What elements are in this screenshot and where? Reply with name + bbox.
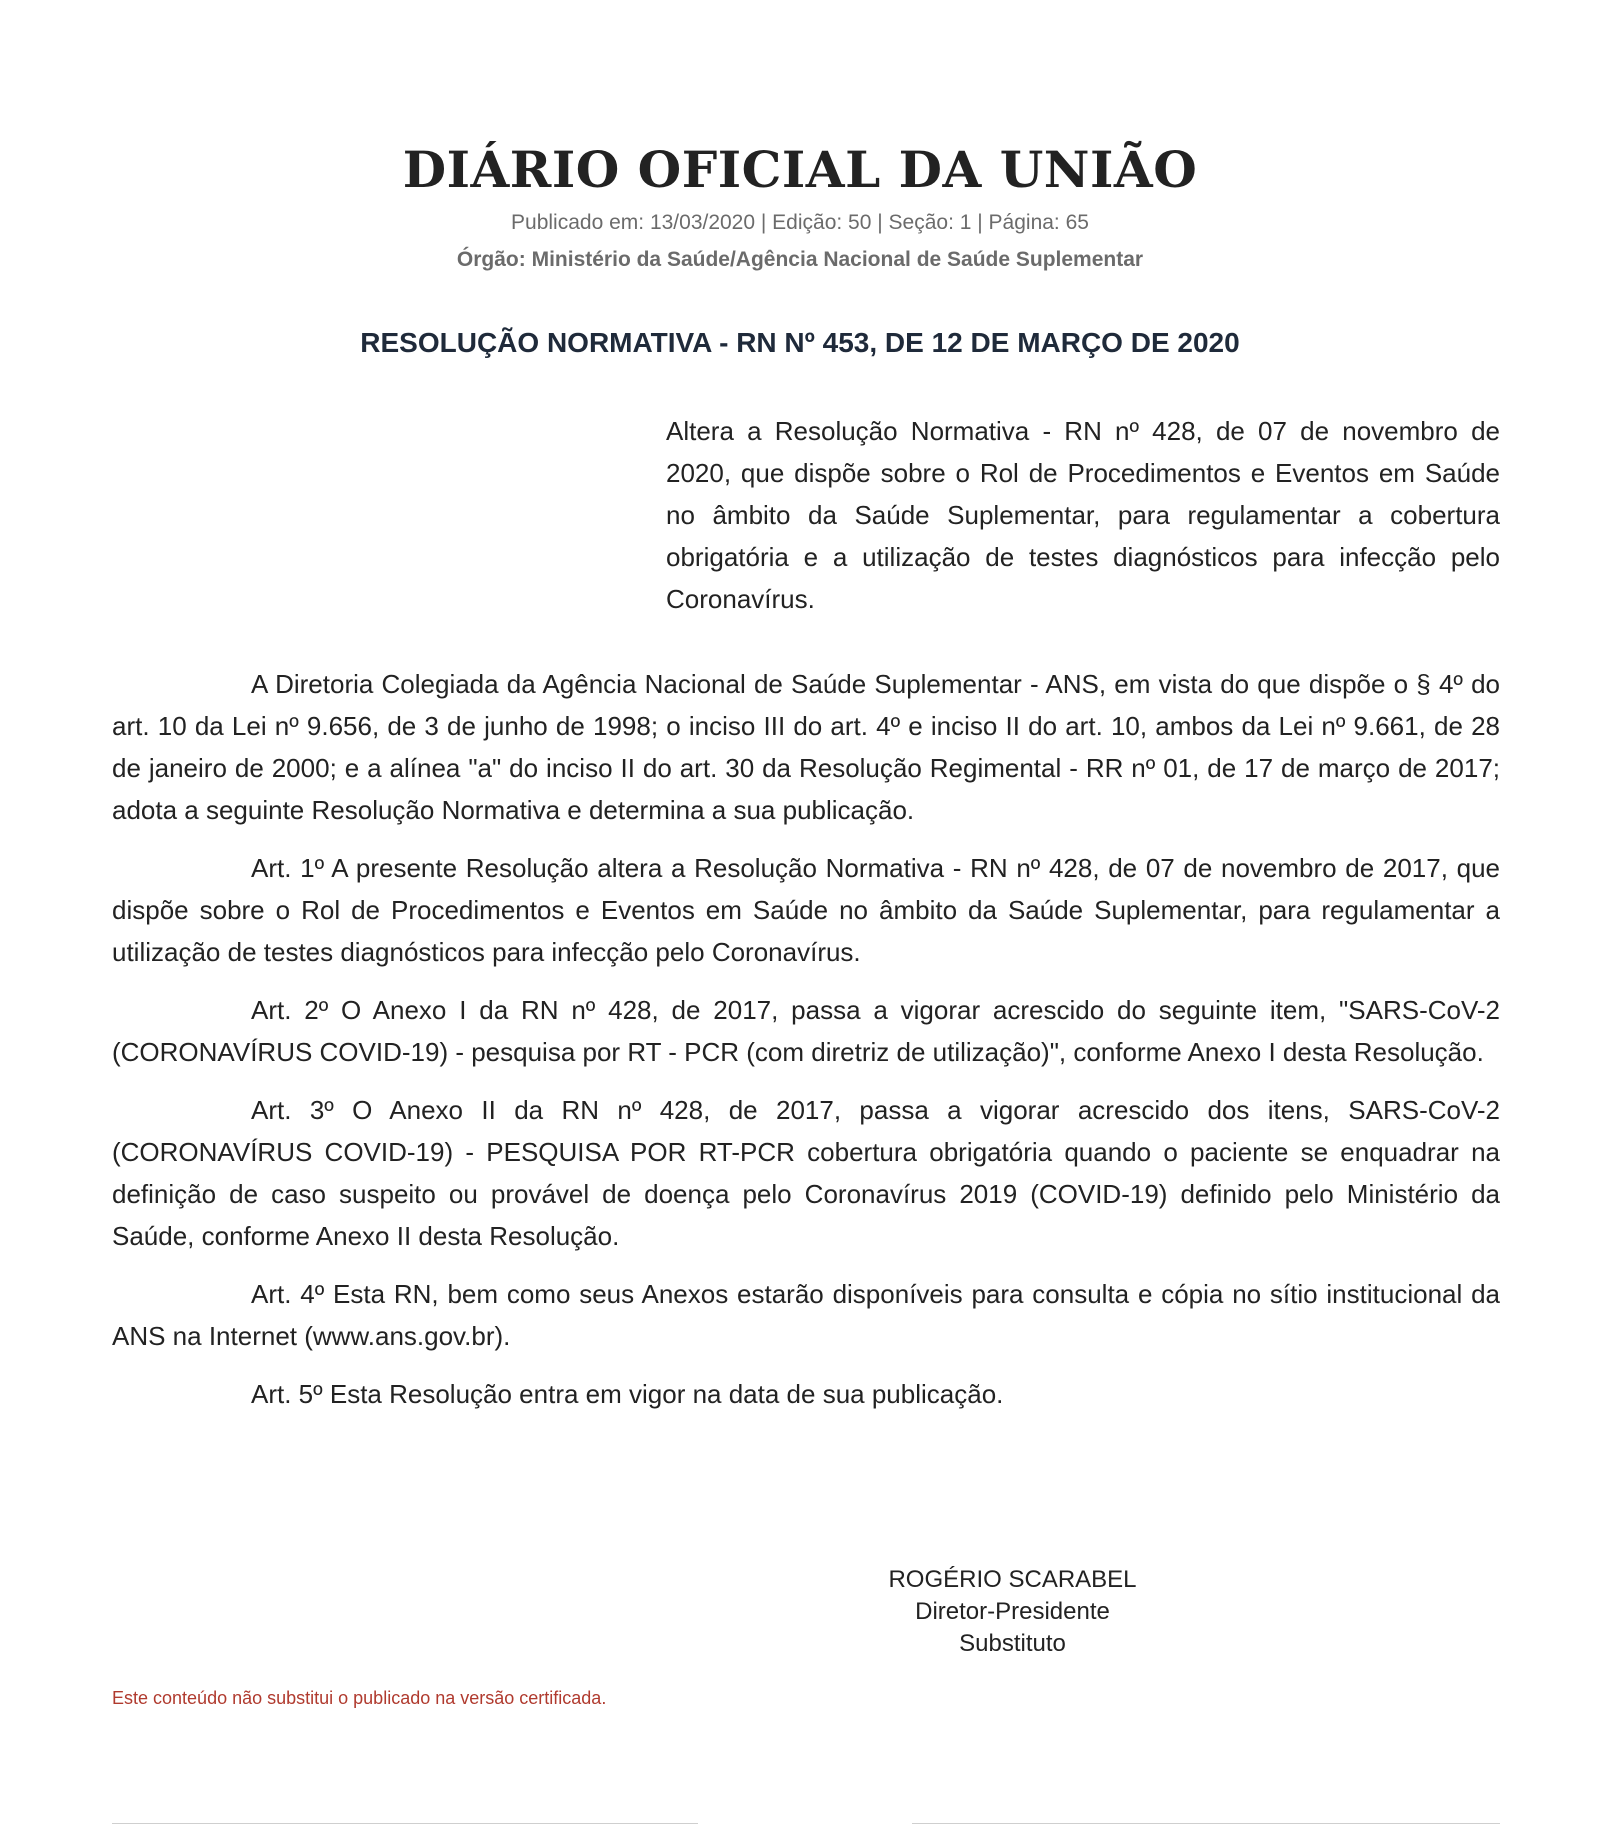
- article-3: Art. 3º O Anexo II da RN nº 428, de 2017, passa a vigorar acrescido dos itens, SARS-CoV-2 (CORONAVÍRUS COVID-19) - PESQUISA POR RT-PCR cobertura obrigatória quando o paciente se enquadrar na definição de caso suspeito ou provável de doença pelo Coronavírus 2019 (COVID-19) definido pelo Ministério da Saúde, conforme Anexo II desta Resolução.: [112, 1095, 1500, 1251]
- signatory-role: Diretor-Presidente: [915, 1598, 1110, 1625]
- article-1: Art. 1º A presente Resolução altera a Resolução Normativa - RN nº 428, de 07 de novembro de 2017, que dispõe sobre o Rol de Procedimentos e Eventos em Saúde no âmbito da Saúde Suplementar, para regulamentar a utilização de testes diagnósticos para infecção pelo Coronavírus.: [112, 853, 1500, 967]
- act-title: RESOLUÇÃO NORMATIVA - RN Nº 453, DE 12 DE MARÇO DE 2020: [360, 327, 1240, 358]
- certification-disclaimer: Este conteúdo não substitui o publicado na versão certificada.: [112, 1688, 607, 1708]
- footer-divider-right: [912, 1823, 1500, 1824]
- orgao-value: Ministério da Saúde/Agência Nacional de Saúde Suplementar: [531, 248, 1144, 271]
- signatory-status: Substituto: [959, 1630, 1066, 1657]
- masthead-title: DIÁRIO OFICIAL DA UNIÃO: [402, 140, 1198, 199]
- orgao-label: Órgão:: [456, 248, 526, 271]
- article-5: Art. 5º Esta Resolução entra em vigor na data de sua publicação.: [251, 1379, 1004, 1409]
- article-2: Art. 2º O Anexo I da RN nº 428, de 2017, passa a vigorar acrescido do seguinte item, "SARS-CoV-2 (CORONAVÍRUS COVID-19) - pesquisa por RT - PCR (com diretriz de utilização)", conforme Anexo I desta Resolução.: [112, 995, 1500, 1067]
- article-4: Art. 4º Esta RN, bem como seus Anexos estarão disponíveis para consulta e cópia no sítio institucional da ANS na Internet (www.ans.gov.br).: [112, 1279, 1500, 1351]
- signatory-name: ROGÉRIO SCARABEL: [888, 1566, 1137, 1593]
- act-body: [112, 663, 1500, 1431]
- act-ementa: Altera a Resolução Normativa - RN nº 428, de 07 de novembro de 2020, que dispõe sobre o Rol de Procedimentos e Eventos em Saúde no âmbito da Saúde Suplementar, para regulamentar a cobertura obrigatória e a utilização de testes diagnósticos para infecção pelo Coronavírus.: [666, 416, 1500, 614]
- preamble-paragraph: A Diretoria Colegiada da Agência Nacional de Saúde Suplementar - ANS, em vista do que dispõe o § 4º do art. 10 da Lei nº 9.656, de 3 de junho de 1998; o inciso III do art. 4º e inciso II do art. 10, ambos da Lei nº 9.661, de 28 de janeiro de 2000; e a alínea "a" do inciso II do art. 30 da Resolução Regimental - RR nº 01, de 17 de março de 2017; adota a seguinte Resolução Normativa e determina a sua publicação.: [112, 669, 1500, 825]
- footer-divider-left: [112, 1823, 698, 1824]
- publication-info: Publicado em: 13/03/2020 | Edição: 50 | Seção: 1 | Página: 65: [511, 211, 1089, 234]
- orgao-line: [0, 248, 1600, 272]
- signature-block: [840, 1564, 1185, 1660]
